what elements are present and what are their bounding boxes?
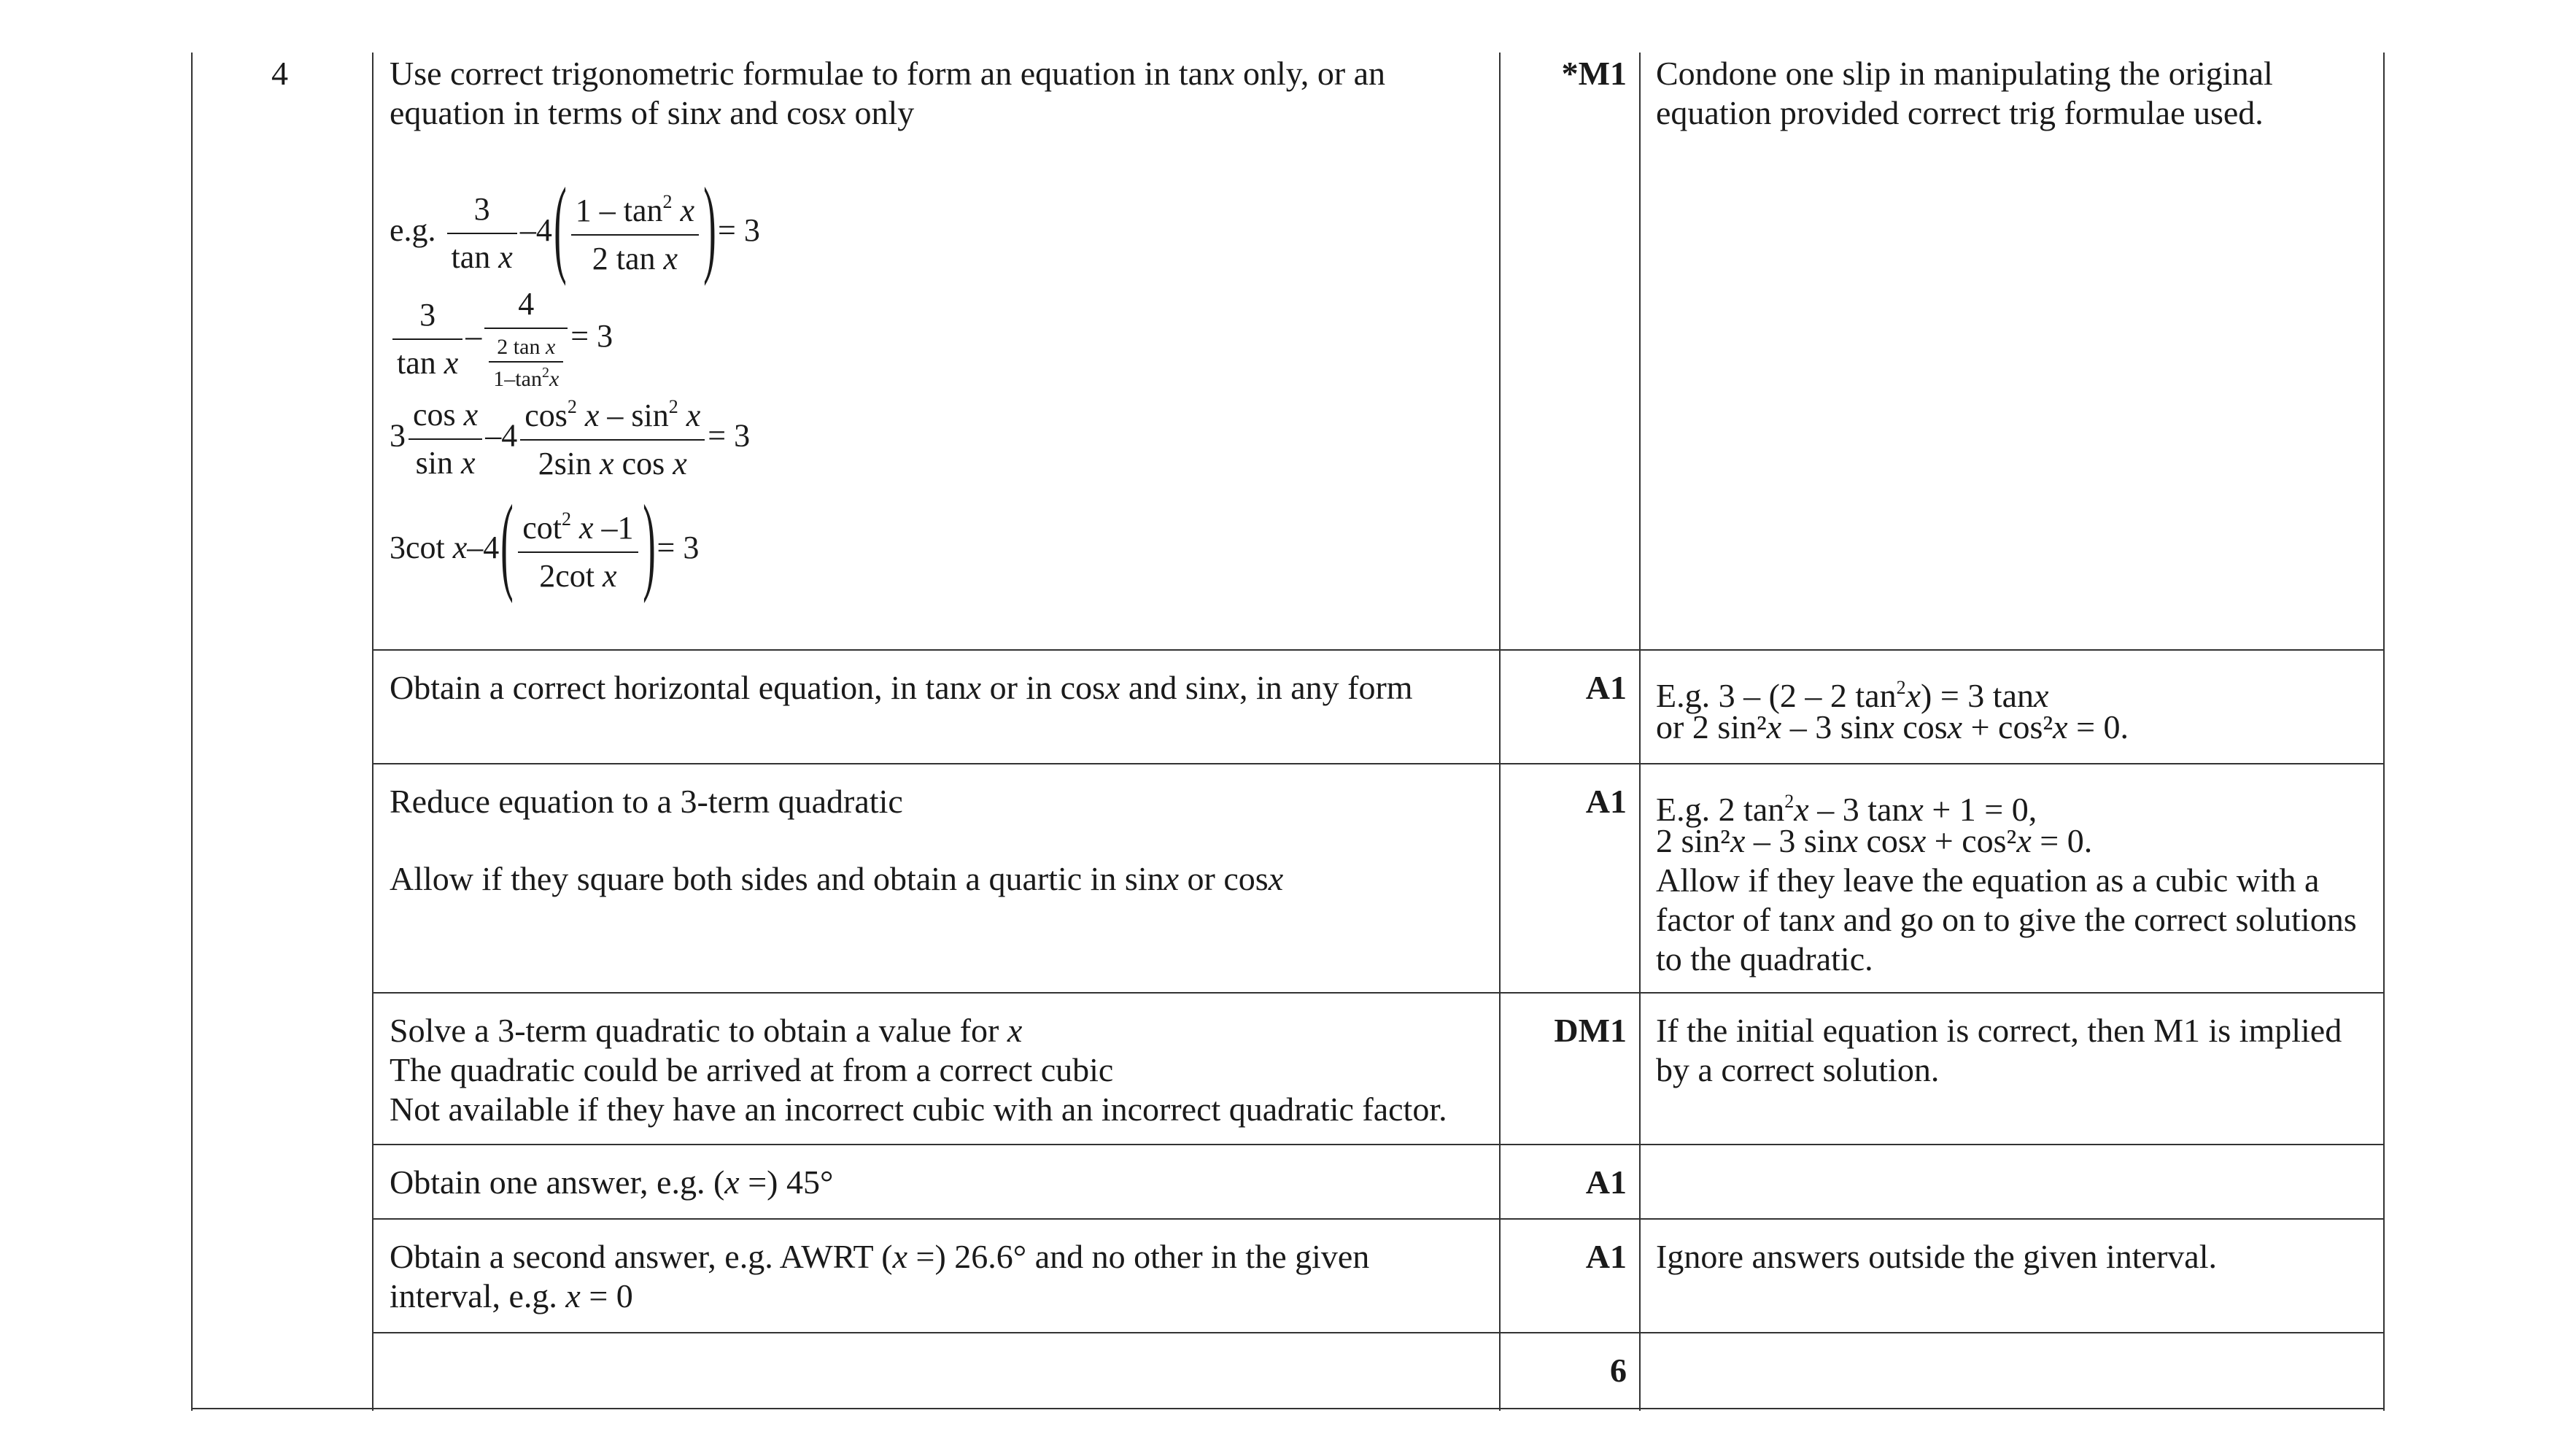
table-border-mark — [1639, 53, 1641, 1411]
eg-label: e.g. — [390, 212, 436, 249]
row1-method-line1: Use correct trigonometric formulae to form an equation in tanx only, or an — [390, 55, 1386, 92]
row4-note-line1: If the initial equation is correct, then M1 is implied — [1656, 1012, 2342, 1049]
row5-method: Obtain one answer, e.g. (x =) 45° — [390, 1163, 834, 1201]
fraction-double-angle-tan: $\frac{1 - \tan^2 x}{\text{2 tan x}}$ — [571, 193, 699, 275]
equation-tan-form: e.g. $\frac{3}{\text{tan x}}$ –4( $\frac{1 - \tan^2 x}{\text{2 tan x}}$ )= 3 — [390, 166, 760, 287]
table-border-left — [191, 53, 193, 1411]
row3-note-line1: E.g. 2 $\tan^2x - 3$ tanx + 1 = 0, — [1656, 791, 2037, 828]
row3-mark: A1 — [1585, 783, 1627, 820]
row4-mark: DM1 — [1554, 1012, 1627, 1049]
row6-method-line2: interval, e.g. x = 0 — [390, 1277, 633, 1314]
row2-mark: A1 — [1585, 669, 1627, 706]
row4-method-line2: The quadratic could be arrived at from a correct cubic — [390, 1051, 1114, 1088]
question-number: 4 — [271, 55, 288, 92]
equation-compound-fraction: $\frac{3}{\text{tan x}}$ – $\frac{4}{\frac{\text{2 tan x}}{1-\tan^2x}}$ = 3 — [390, 288, 613, 390]
row-divider-5 — [372, 1218, 2385, 1220]
table-border-right — [2383, 53, 2385, 1411]
row3-note-line2: 2 sin²x – 3 sinx cosx + cos²x = 0. — [1656, 822, 2093, 859]
equation-sin-cos-form: 3 $\frac{\text{cos x}}{\text{sin x}}$ –4 $\frac{\cos^2 x - \sin^2 x}{\text{2sin x cos x}}$ = 3 — [390, 396, 751, 481]
row-divider-3 — [372, 992, 2385, 994]
row1-note-line2: equation provided correct trig formulae used. — [1656, 94, 2264, 131]
row3-note-line5: to the quadratic. — [1656, 940, 1873, 977]
row5-mark: A1 — [1585, 1163, 1627, 1201]
row1-mark: *M1 — [1561, 55, 1627, 92]
table-border-answer — [1499, 53, 1501, 1411]
row1-note-line1: Condone one slip in manipulating the original — [1656, 55, 2273, 92]
row4-method-line3: Not available if they have an incorrect cubic with an incorrect quadratic factor. — [390, 1091, 1447, 1128]
total-marks: 6 — [1610, 1352, 1627, 1389]
row3-note-line3: Allow if they leave the equation as a cubic with a — [1656, 861, 2320, 899]
row-divider-1 — [372, 649, 2385, 651]
row3-method-line1: Reduce equation to a 3-term quadratic — [390, 783, 903, 820]
row4-note-line2: by a correct solution. — [1656, 1051, 1940, 1088]
row2-note-line1: E.g. 3 – (2 – 2 $\tan^2x) = 3$ tanx — [1656, 677, 2049, 714]
fraction-3-over-tanx: $\frac{3}{\text{tan x}}$ — [447, 193, 517, 274]
table-bottom-border — [191, 1408, 2385, 1409]
row2-method: Obtain a correct horizontal equation, in tanx or in cosx and sinx, in any form — [390, 669, 1413, 706]
row-divider-2 — [372, 763, 2385, 764]
row6-mark: A1 — [1585, 1238, 1627, 1275]
equation-cot-form: 3cot x–4( $\frac{\cot^2 x -1}{\text{2cot x}}$ )= 3 — [390, 483, 700, 604]
row6-note: Ignore answers outside the given interval. — [1656, 1238, 2217, 1275]
row3-method-line2: Allow if they square both sides and obtain a quartic in sinx or cosx — [390, 860, 1284, 897]
row1-method-line2: equation in terms of sinx and cosx only — [390, 94, 915, 131]
row-divider-6 — [372, 1332, 2385, 1333]
row-divider-4 — [372, 1144, 2385, 1145]
row6-method-line1: Obtain a second answer, e.g. AWRT (x =) 26.6° and no other in the given — [390, 1238, 1370, 1275]
row2-note-line2: or 2 sin²x – 3 sinx cosx + cos²x = 0. — [1656, 708, 2129, 746]
row3-note-line4: factor of tanx and go on to give the correct solutions — [1656, 901, 2357, 938]
row4-method-line1: Solve a 3-term quadratic to obtain a value for x — [390, 1012, 1023, 1049]
table-border-question — [372, 53, 373, 1411]
